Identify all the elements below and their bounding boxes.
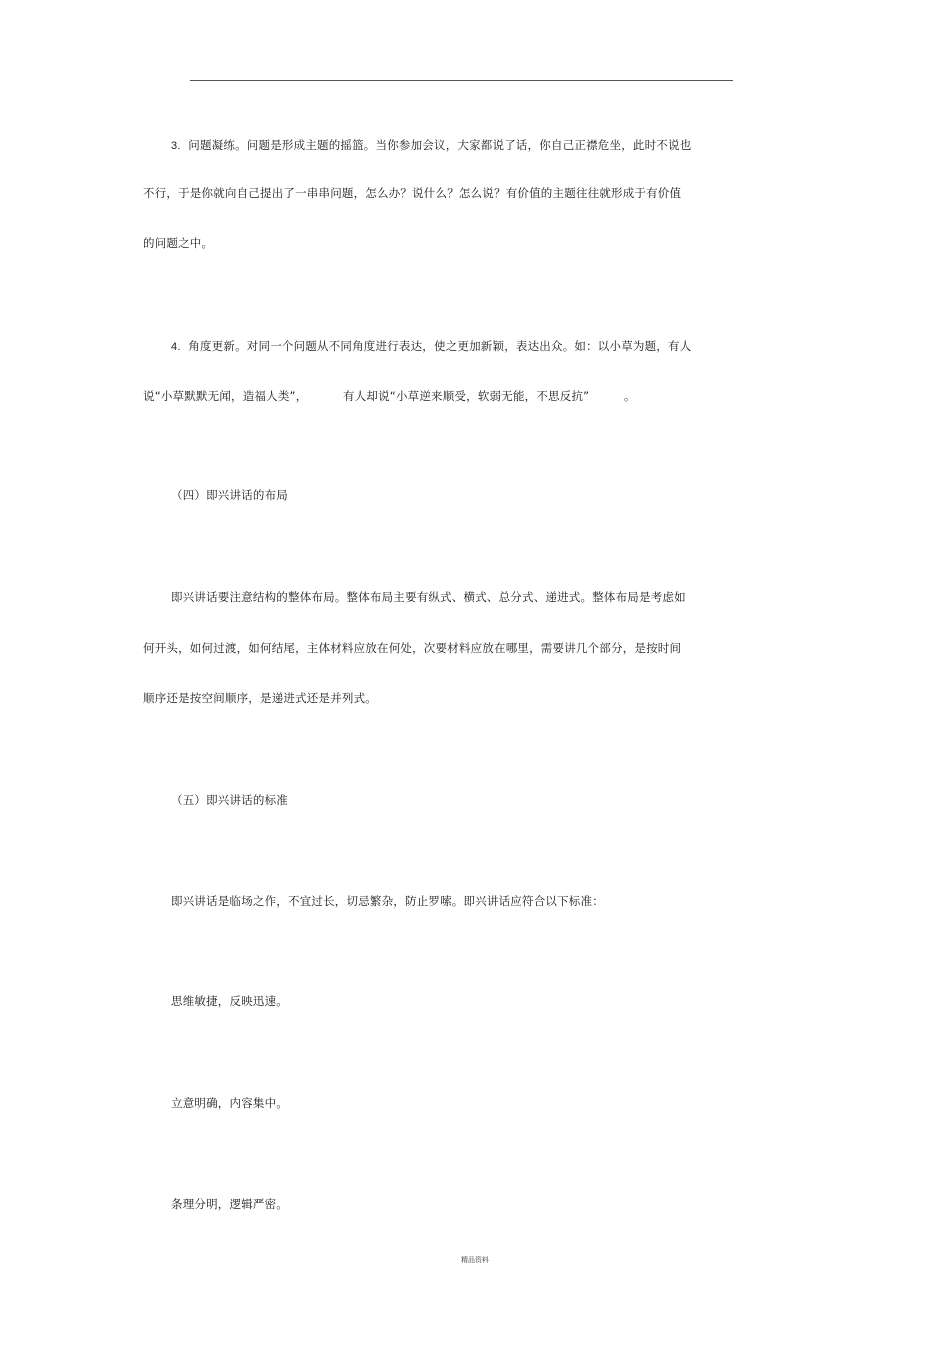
item4-line2c: 。 [624, 389, 636, 403]
item4-line2a: 说“小草默默无闻，造福人类”， [143, 389, 308, 403]
item4-line1 [171, 339, 691, 354]
section4-para-line1: 即兴讲话要注意结构的整体布局。整体布局主要有纵式、横式、总分式、递进式。整体布局是考虑如 [171, 590, 686, 604]
item4-line2b: 有人却说“小草逆来顺受，软弱无能，不思反抗” [343, 389, 590, 403]
header-rule [190, 80, 733, 81]
page-footer: 精品资料 [461, 1256, 489, 1264]
section5-heading: （五）即兴讲话的标准 [171, 793, 288, 807]
standard-item: 条理分明，逻辑严密。 [171, 1197, 288, 1211]
section4-para-line3: 顺序还是按空间顺序，是递进式还是并列式。 [143, 691, 377, 705]
section4-heading: （四）即兴讲话的布局 [171, 488, 288, 502]
item4-text1: 角度更新。对同一个问题从不同角度进行表达，使之更加新颖，表达出众。如：以小草为题，有人 [188, 339, 692, 353]
item4-number: 4. [171, 341, 181, 353]
item3-number: 3. [171, 140, 181, 152]
item3-line2: 不行，于是你就向自己提出了一串串问题，怎么办？说什么？怎么说？有价值的主题往往就形成于有价值 [143, 186, 682, 200]
standard-item: 立意明确，内容集中。 [171, 1096, 288, 1110]
item3-text1: 问题凝练。问题是形成主题的摇篮。当你参加会议，大家都说了话，你自己正襟危坐，此时不说也 [188, 138, 692, 152]
section5-intro: 即兴讲话是临场之作，不宜过长，切忌繁杂，防止罗嗦。即兴讲话应符合以下标准： [171, 894, 604, 908]
section4-para-line2: 何开头，如何过渡，如何结尾，主体材料应放在何处，次要材料应放在哪里，需要讲几个部分，是按时间 [143, 641, 682, 655]
item3-line3: 的问题之中。 [143, 236, 214, 250]
item3-line1 [171, 138, 691, 153]
standard-item: 思维敏捷，反映迅速。 [171, 994, 288, 1008]
